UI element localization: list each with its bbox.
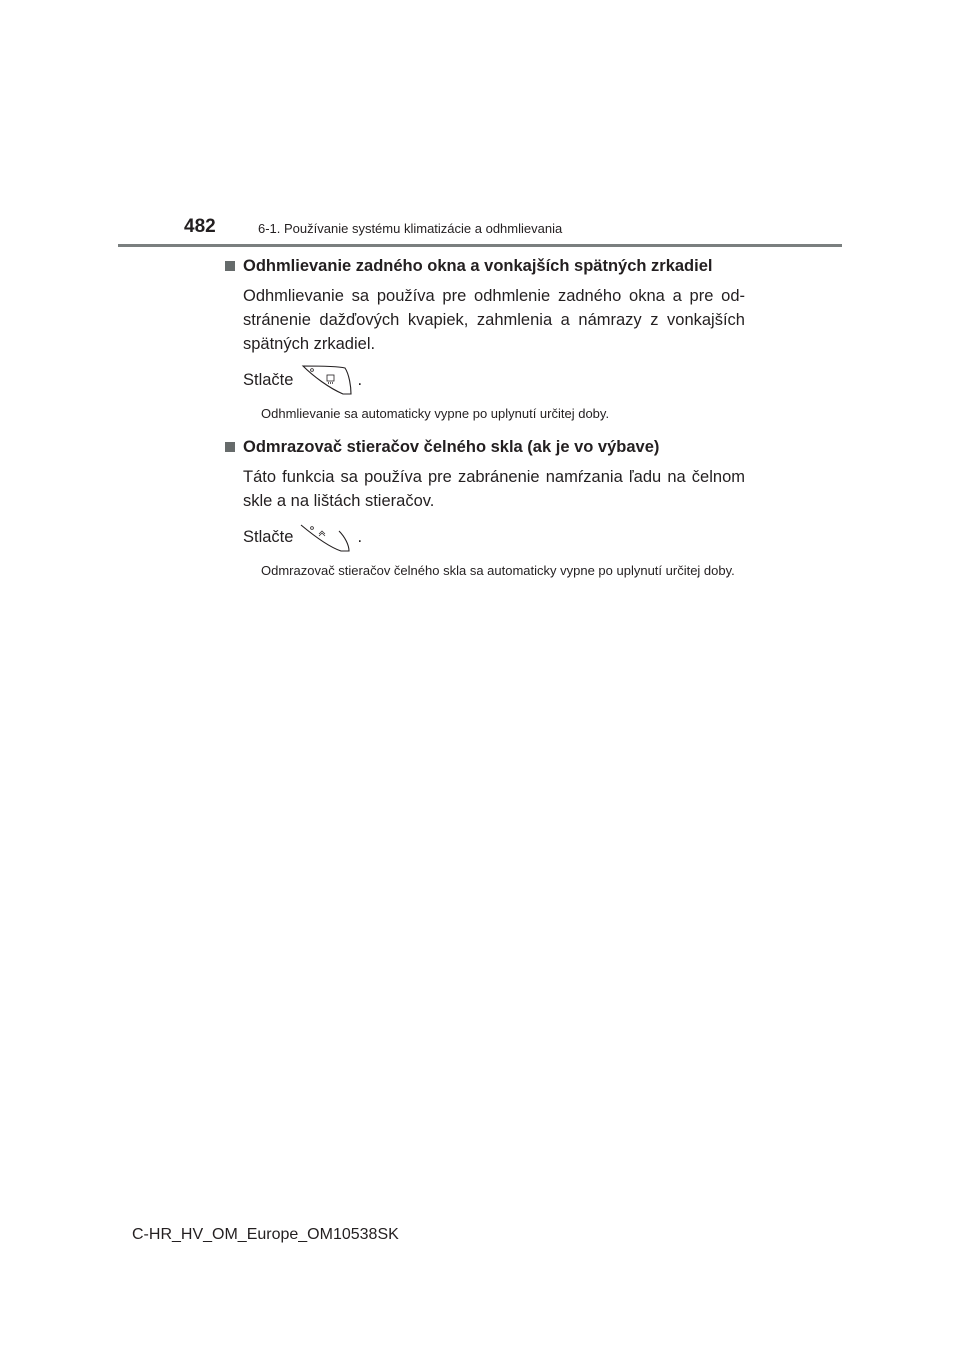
press-label: Stlačte — [243, 528, 294, 546]
section-heading — [225, 435, 745, 459]
press-end: . — [357, 528, 363, 546]
section-heading-text: Odmrazovač stieračov čelného skla (ak je vo výbave) — [243, 438, 660, 456]
section-heading-text: Odhmlievanie zadného okna a vonkajších spätných zrkadiel — [243, 257, 713, 275]
press-instruction — [243, 521, 745, 553]
section-title: 6-1. Používanie systému klimatizácie a odhmlievania — [258, 221, 563, 236]
header-rule — [118, 244, 842, 247]
wiper-deicer-button-icon — [299, 521, 353, 553]
section-body: Táto funkcia sa používa pre zabránenie namŕzania ľadu na čelnom skle a na lištách stieračov. — [243, 468, 745, 510]
page-number: 482 — [184, 216, 216, 237]
section-heading — [225, 254, 745, 278]
page-content — [225, 254, 745, 579]
section-note: Odmrazovač stieračov čelného skla sa automaticky vypne po uplynutí určitej doby. — [261, 563, 735, 578]
press-end: . — [357, 371, 363, 389]
footer-doc-id: C-HR_HV_OM_Europe_OM10538SK — [132, 1226, 399, 1243]
square-bullet-icon — [225, 442, 235, 452]
square-bullet-icon — [225, 261, 235, 271]
section-rear-defogger — [225, 254, 745, 422]
rear-defogger-button-icon — [299, 364, 353, 396]
press-label: Stlačte — [243, 371, 294, 389]
press-instruction — [243, 364, 745, 396]
section-note: Odhmlievanie sa automaticky vypne po uplynutí určitej doby. — [261, 406, 610, 421]
section-body: Odhmlievanie sa používa pre odhmlenie zadného okna a pre od-stránenie dažďových kvapiek, zahmlenia a námrazy z vonkajších spätných zrkadiel. — [243, 287, 745, 353]
section-wiper-deicer — [225, 435, 745, 579]
